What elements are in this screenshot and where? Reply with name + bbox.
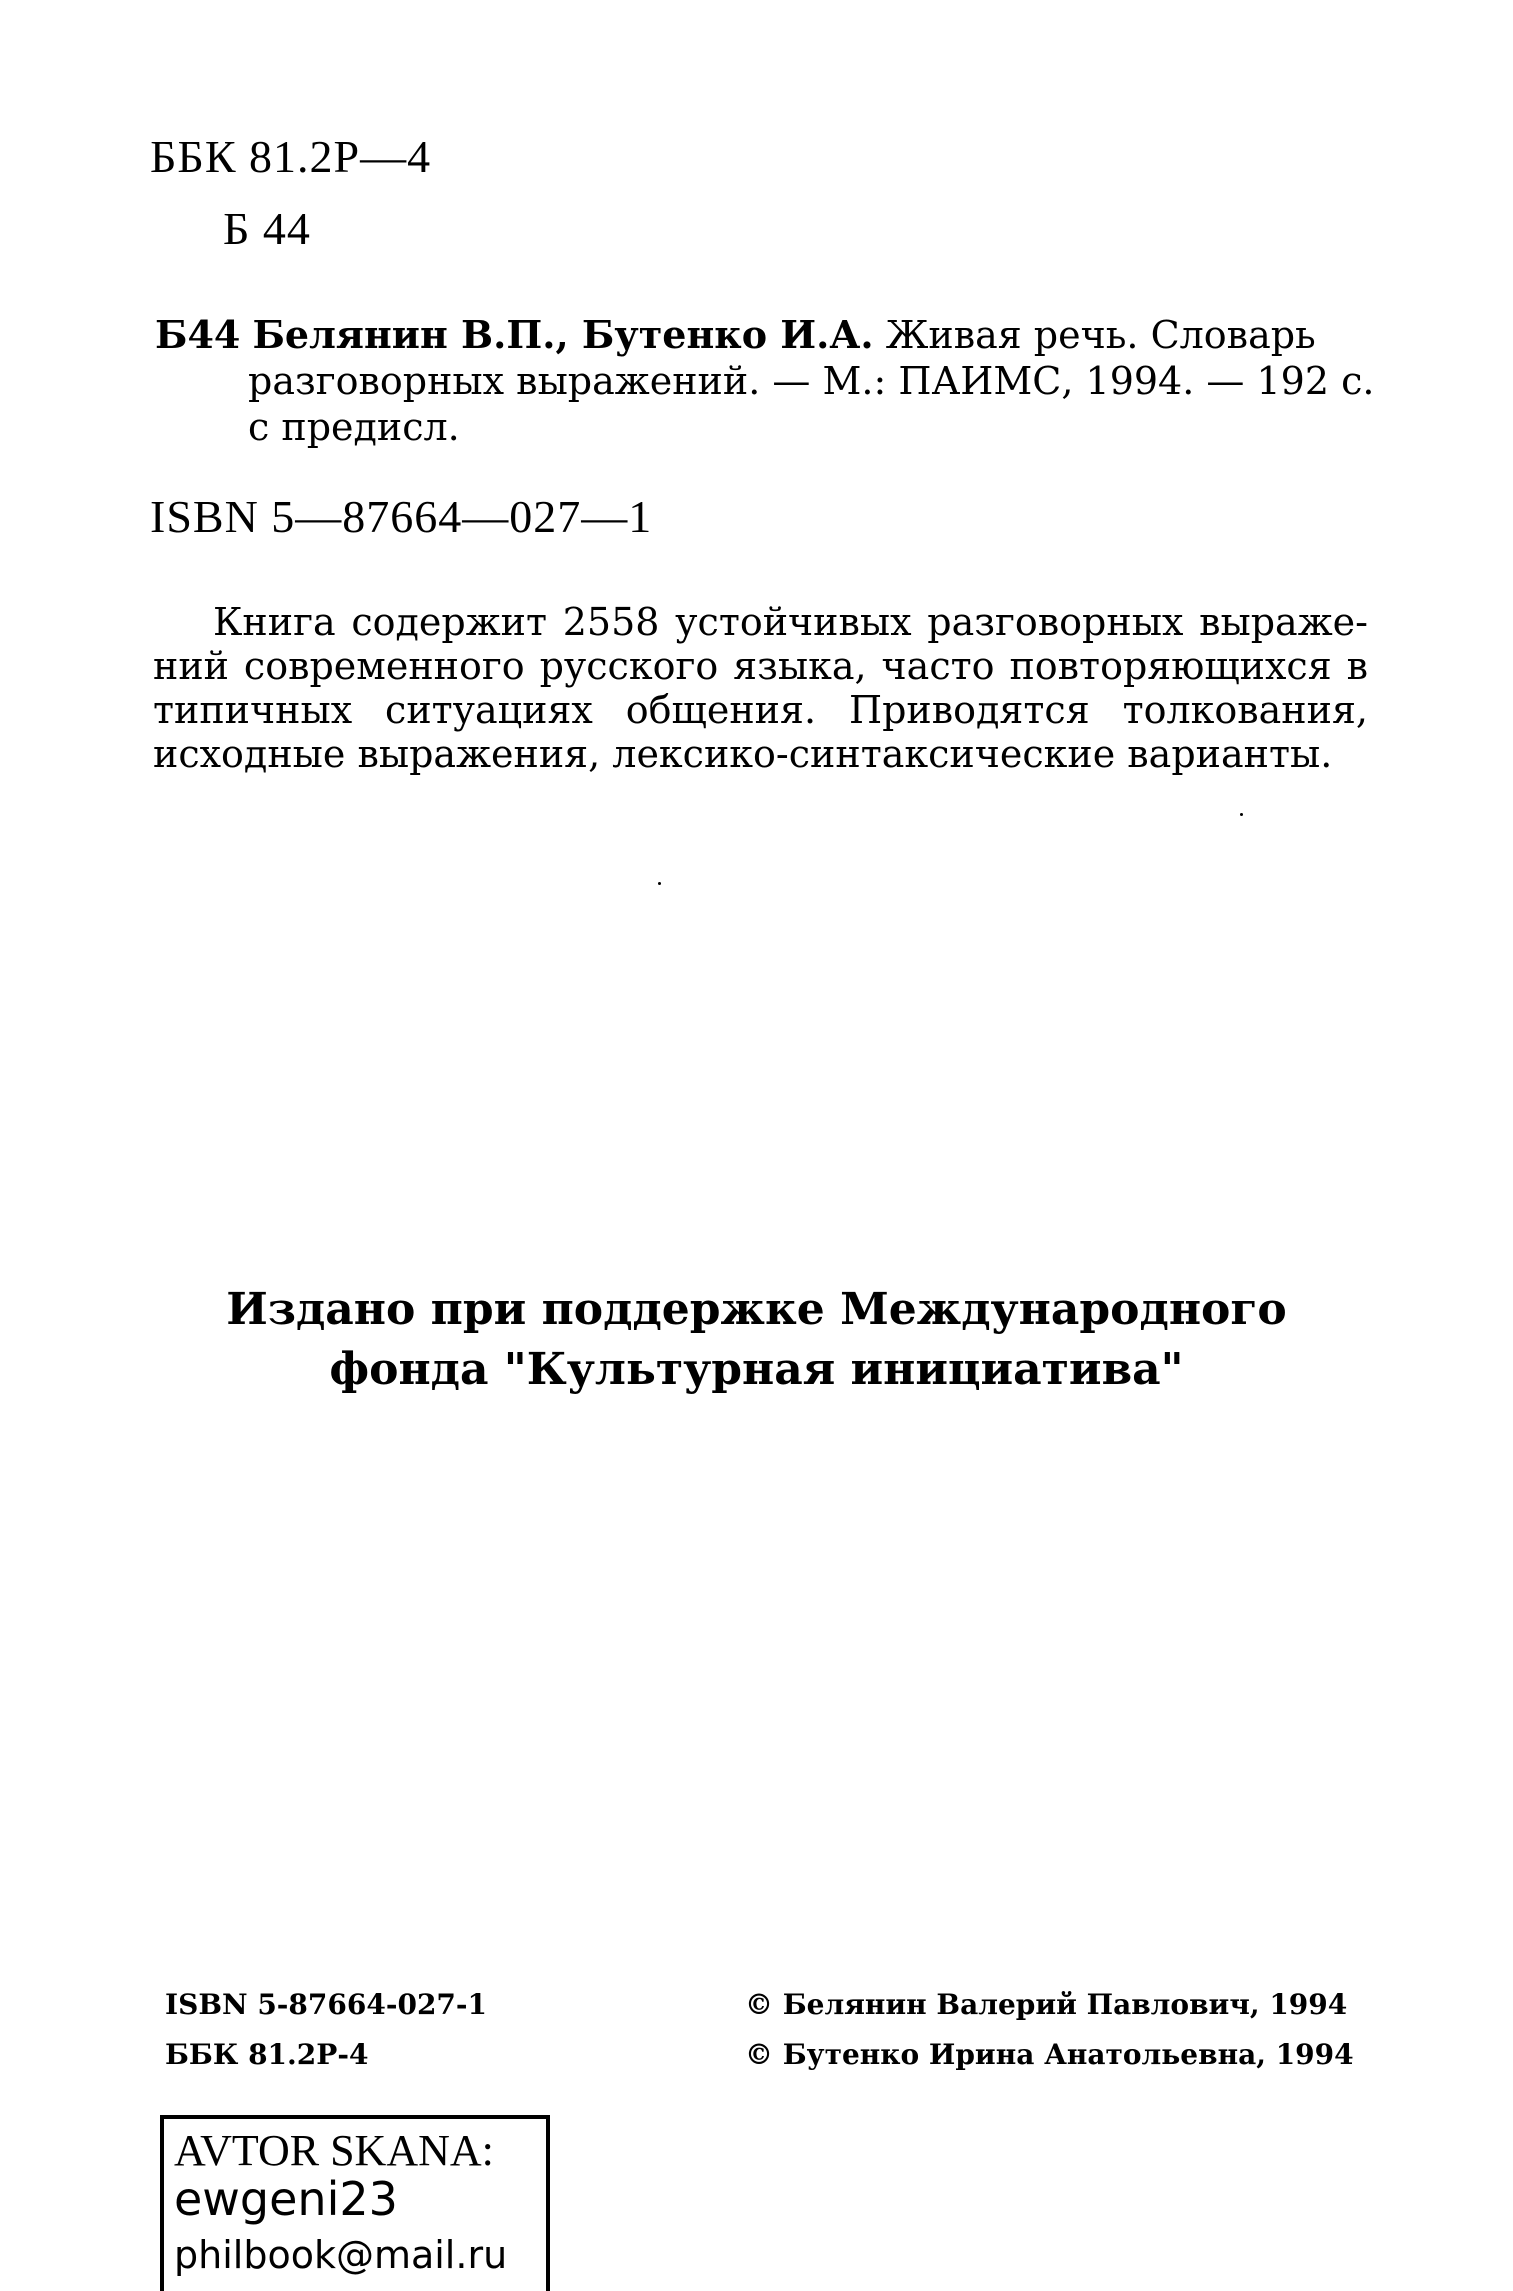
bib-code: Б44 xyxy=(155,312,241,357)
bib-title: Живая речь. Словарь xyxy=(885,313,1316,357)
imprint-codes xyxy=(165,1980,487,2080)
print-speck xyxy=(658,882,661,885)
support-line-1: Издано при поддержке Международного xyxy=(226,1284,1287,1335)
print-speck xyxy=(1240,813,1243,816)
stamp-email: philbook@mail.ru xyxy=(174,2233,508,2277)
bib-authors: Белянин В.П., Бутенко И.А. xyxy=(252,312,874,357)
bib-line-2: разговорных выражений. — М.: ПАИМС, 1994. — 192 с. xyxy=(248,359,1375,403)
author-mark: Б 44 xyxy=(223,203,311,254)
stamp-username: ewgeni23 xyxy=(174,2172,398,2226)
imprint-isbn: ISBN 5-87664-027-1 xyxy=(165,1988,488,2021)
copyright-1: © Белянин Валерий Павлович, 1994 xyxy=(745,1988,1348,2021)
support-notice xyxy=(0,1280,1513,1400)
annotation-line: типичных ситуациях общения. Приводятся толкования, xyxy=(153,688,1368,732)
bbk-classification: ББК 81.2Р—4 xyxy=(150,131,432,182)
annotation-line: Книга содержит 2558 устойчивых разговорных выраже- xyxy=(213,600,1368,644)
scan-author-stamp xyxy=(160,2115,550,2291)
support-line-2: фонда "Культурная инициатива" xyxy=(329,1344,1184,1395)
copyright-block xyxy=(745,1980,1354,2080)
annotation-line: ний современного русского языка, часто повторяющихся в xyxy=(153,644,1368,688)
isbn-top: ISBN 5—87664—027—1 xyxy=(150,491,653,542)
annotation-line: исходные выражения, лексико-синтаксические варианты. xyxy=(153,732,1333,776)
bib-line-3: с предисл. xyxy=(248,405,460,449)
bibliographic-description xyxy=(155,312,1375,450)
stamp-label: AVTOR SKANA: xyxy=(174,2126,494,2175)
copyright-2: © Бутенко Ирина Анатольевна, 1994 xyxy=(745,2038,1354,2071)
imprint-bbk: ББК 81.2Р-4 xyxy=(165,2038,369,2071)
annotation xyxy=(153,600,1368,776)
bib-line-1 xyxy=(155,312,1370,358)
